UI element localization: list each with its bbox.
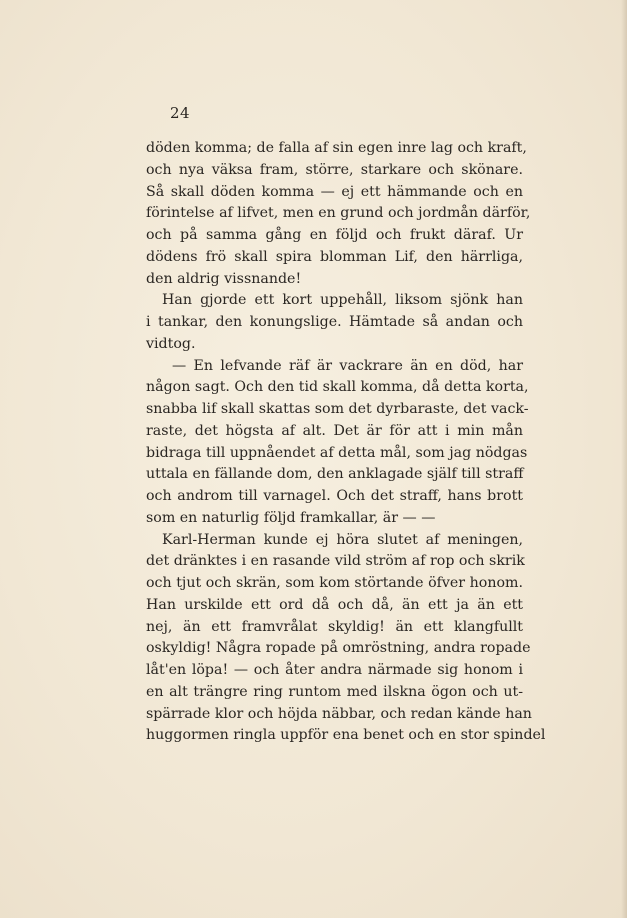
text-line: Han urskilde ett ord då och då, än ett ja än ett — [146, 596, 523, 613]
text-line: låt'en löpa! — och åter andra närmade sig honom i — [146, 662, 523, 678]
text-line: Karl-Herman kunde ej höra slutet af meningen, — [162, 531, 523, 548]
text-line: nej, än ett framvrålat skyldig! än ett klangfullt — [146, 618, 523, 635]
text-line: den aldrig vissnande! — [146, 270, 302, 287]
text-line: och tjut och skrän, som kom störtande öfver honom. — [146, 575, 523, 591]
text-line: Så skall döden komma — ej ett hämmande och en — [146, 183, 523, 200]
text-line: oskyldig! Några ropade på omröstning, andra ropade — [146, 640, 531, 657]
text-line: raste, det högsta af alt. Det är för att i min mån — [146, 422, 523, 439]
text-line: dödens frö skall spira blomman Lif, den härrliga, — [146, 248, 523, 265]
text-line: en alt trängre ring runtom med ilskna ögon och ut- — [146, 683, 523, 700]
text-line: uttala en fällande dom, den anklagade själf till straff — [146, 466, 524, 483]
text-line: förintelse af lifvet, men en grund och jordmån därför, — [146, 205, 531, 222]
page-number: 24 — [170, 104, 191, 122]
text-line: snabba lif skall skattas som det dyrbaraste, det vack- — [146, 401, 529, 417]
text-line: vidtog. — [146, 335, 196, 352]
text-line: spärrade klor och höjda näbbar, och redan kände han — [146, 705, 532, 722]
text-line: i tankar, den konungslige. Hämtade så andan och — [146, 314, 523, 330]
page-edge — [621, 0, 627, 918]
text-line: och på samma gång en följd och frukt däraf. Ur — [146, 227, 523, 243]
text-line: huggormen ringla uppför ena benet och en stor spindel — [146, 727, 546, 744]
text-line: döden komma; de falla af sin egen inre lag och kraft, — [146, 140, 527, 156]
text-line: som en naturlig följd framkallar, är — — — [146, 509, 436, 526]
text-line: — En lefvande räf är vackrare än en död, har — [172, 357, 523, 374]
text-line: och nya väksa fram, större, starkare och skönare. — [146, 161, 523, 178]
text-line: det dränktes i en rasande vild ström af rop och skrik — [146, 553, 525, 570]
body-text — [146, 138, 546, 747]
text-line: Han gjorde ett kort uppehåll, liksom sjönk han — [162, 292, 523, 309]
text-line: någon sagt. Och den tid skall komma, då detta korta, — [146, 379, 529, 396]
text-line: bidraga till uppnåendet af detta mål, som jag nödgas — [146, 444, 528, 461]
text-line: och androm till varnagel. Och det straff, hans brott — [146, 488, 523, 504]
